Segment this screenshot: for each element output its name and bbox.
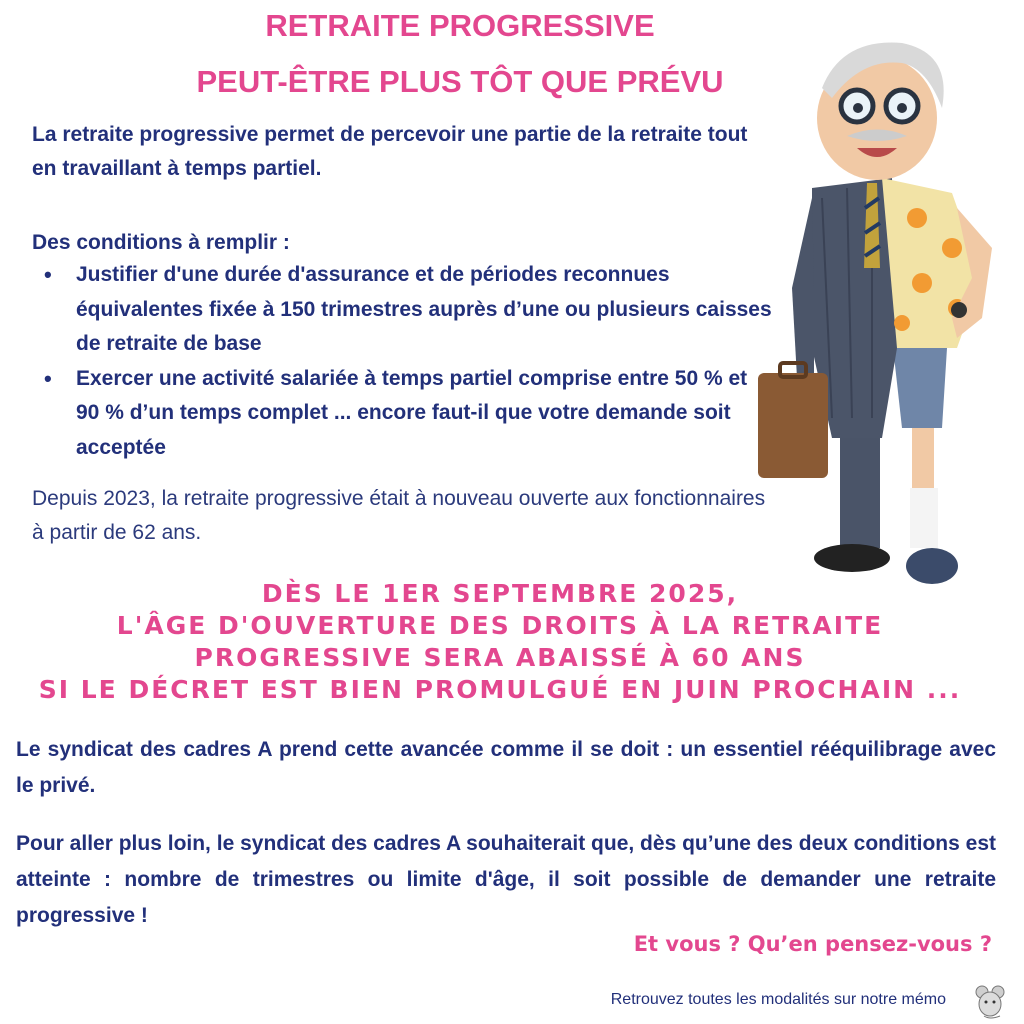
mouse-mascot-icon — [970, 982, 1010, 1022]
condition-text: Justifier d'une durée d'assurance et de périodes reconnues équivalentes fixée à 150 trimestres auprès d’une ou plusieurs caisses de retraite de base — [76, 263, 772, 355]
page-title: RETRAITE PROGRESSIVE — [265, 8, 655, 43]
question-callout: Et vous ? Qu’en pensez-vous ? — [633, 932, 992, 956]
intro-text: La retraite progressive permet de percevoir une partie de la retraite tout en travaillant à temps partiel. — [32, 123, 748, 180]
paragraph-proposal: Pour aller plus loin, le syndicat des cadres A souhaiterait que, dès qu’une des deux conditions est atteinte : nombre de trimestres ou limite d'âge, il soit possible de demander une retraite progressive ! — [16, 832, 996, 927]
footer-link-text[interactable]: Retrouvez toutes les modalités sur notre mémo — [610, 991, 946, 1008]
history-note: Depuis 2023, la retraite progressive était à nouveau ouverte aux fonctionnaires à partir de 62 ans. — [32, 487, 766, 544]
paragraph-opinion: Le syndicat des cadres A prend cette avancée comme il se doit : un essentiel rééquilibrage avec le privé. — [16, 738, 996, 797]
conditions-list — [32, 258, 772, 465]
conditions-title: Des conditions à remplir : — [32, 231, 290, 254]
bullet-icon: • — [44, 365, 52, 391]
announcement-line: L'ÂGE D'OUVERTURE DES DROITS À LA RETRAITE — [116, 611, 884, 640]
list-item — [32, 362, 772, 466]
announcement-line: SI LE DÉCRET EST BIEN PROMULGUÉ EN JUIN PROCHAIN ... — [38, 675, 962, 704]
list-item — [32, 258, 772, 362]
announcement-block — [0, 578, 1000, 706]
announcement-line: DÈS LE 1ER SEPTEMBRE 2025, — [261, 579, 739, 608]
announcement-line: PROGRESSIVE SERA ABAISSÉ À 60 ANS — [194, 643, 806, 672]
condition-text: Exercer une activité salariée à temps partiel comprise entre 50 % et 90 % d’un temps complet ... encore faut-il que votre demande soit acceptée — [76, 366, 748, 459]
elderly-man-illustration — [752, 18, 1002, 608]
page-subtitle: PEUT-ÊTRE PLUS TÔT QUE PRÉVU — [196, 64, 724, 99]
bullet-icon: • — [44, 262, 52, 287]
